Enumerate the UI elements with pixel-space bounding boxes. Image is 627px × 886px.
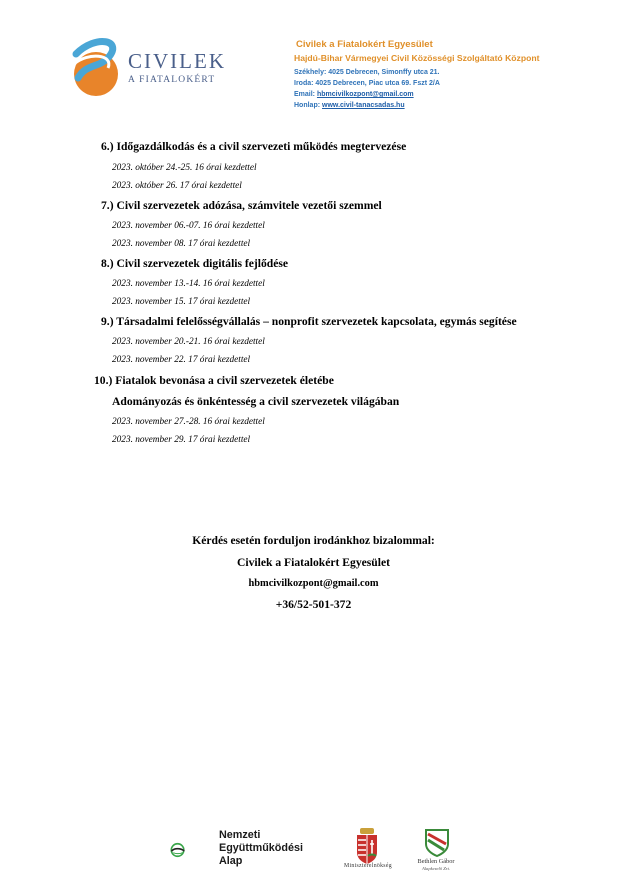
item-6-date-2: 2023. október 26. 17 órai kezdettel — [112, 181, 242, 191]
item-10-date-1: 2023. november 27.-28. 16 órai kezdettel — [112, 417, 265, 427]
item-7-title: 7.) Civil szervezetek adózása, számvitele vezetői szemmel — [101, 199, 382, 212]
email-label: Email: — [294, 91, 317, 98]
nea-line-1: Nemzeti — [219, 829, 261, 841]
org-subtitle: Hajdú-Bihar Vármegyei Civil Közösségi Szolgáltató Központ — [294, 53, 540, 63]
item-9-date-2: 2023. november 22. 17 órai kezdettel — [112, 355, 251, 365]
web-link[interactable]: www.civil-tanacsadas.hu — [322, 102, 405, 109]
nea-line-3: Alap — [219, 855, 243, 867]
bethlen-label: Bethlen Gábor — [417, 858, 455, 865]
org-seat: Székhely: 4025 Debrecen, Simonffy utca 21. — [294, 69, 440, 76]
contact-phone: +36/52-501-372 — [275, 598, 352, 611]
logo-main-text: CIVILEK — [128, 49, 226, 73]
item-7-date-2: 2023. november 08. 17 órai kezdettel — [112, 239, 251, 249]
ministry-label: Miniszterelnökség — [344, 863, 392, 869]
item-7-date-1: 2023. november 06.-07. 16 órai kezdettel — [112, 221, 265, 231]
web-label: Honlap: — [294, 102, 322, 109]
civilek-logo — [68, 34, 226, 104]
org-email-row — [294, 89, 539, 100]
item-9-date-1: 2023. november 20.-21. 16 órai kezdettel — [112, 337, 265, 347]
item-6-title: 6.) Időgazdálkodás és a civil szervezeti működés megtervezése — [101, 140, 407, 153]
item-9-title: 9.) Társadalmi felelősségvállalás – nonprofit szervezetek kapcsolata, egymás segítése — [101, 315, 517, 328]
logo-sub-text: A FIATALOKÉRT — [128, 75, 216, 85]
contact-intro: Kérdés esetén forduljon irodánkhoz bizalommal: — [192, 534, 435, 547]
item-8-title: 8.) Civil szervezetek digitális fejlődése — [101, 257, 289, 270]
item-10-title: 10.) Fiatalok bevonása a civil szervezetek életébe — [94, 374, 334, 387]
org-web-row — [294, 100, 539, 111]
org-info — [294, 39, 539, 111]
contact-email[interactable]: hbmcivilkozpont@gmail.com — [248, 578, 379, 589]
item-10-title-2: Adományozás és önkéntesség a civil szervezetek világában — [112, 395, 400, 408]
nea-line-2: Együttműködési — [219, 842, 303, 854]
org-office: Iroda: 4025 Debrecen, Piac utca 69. Fszt 2/A — [294, 80, 440, 87]
bethlen-sublabel: Alapkezelő Zrt. — [421, 866, 451, 871]
org-name: Civilek a Fiatalokért Egyesület — [296, 39, 433, 50]
item-8-date-2: 2023. november 15. 17 órai kezdettel — [112, 297, 251, 307]
item-6-date-1: 2023. október 24.-25. 16 órai kezdettel — [112, 163, 257, 173]
nea-logo-icon — [170, 826, 216, 874]
email-link[interactable]: hbmcivilkozpont@gmail.com — [316, 91, 414, 98]
item-10-date-2: 2023. november 29. 17 órai kezdettel — [112, 435, 251, 445]
item-8-date-1: 2023. november 13.-14. 16 órai kezdettel — [112, 279, 265, 289]
contact-org: Civilek a Fiatalokért Egyesület — [237, 556, 390, 569]
nea-text — [219, 829, 303, 868]
